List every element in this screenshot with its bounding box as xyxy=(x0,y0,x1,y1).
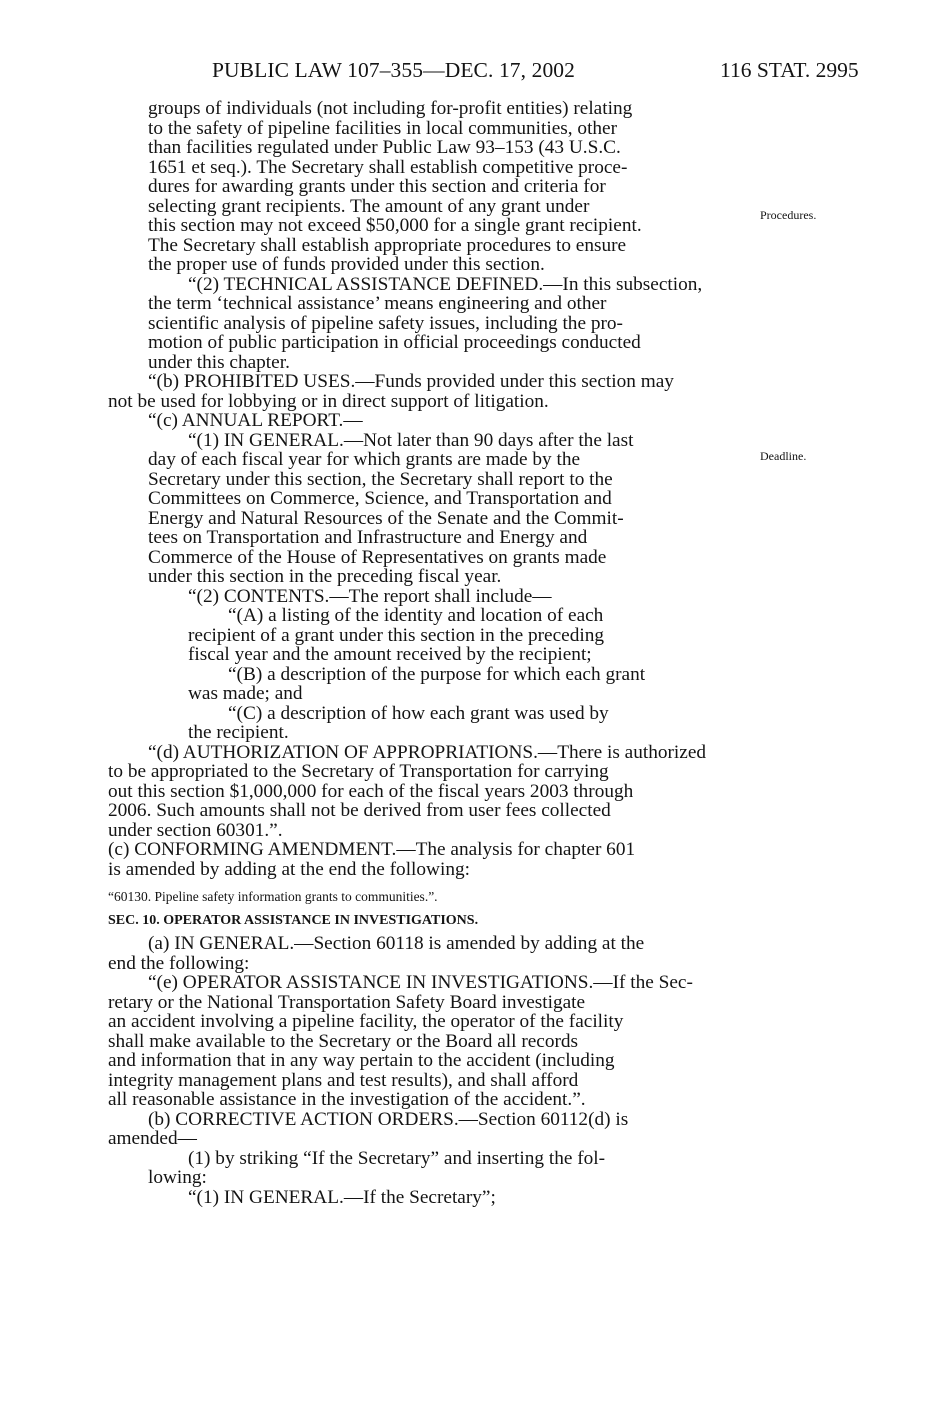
text-line: “(b) PROHIBITED USES.—Funds provided under this section may xyxy=(148,371,674,392)
text-line: (1) by striking “If the Secretary” and inserting the fol- xyxy=(188,1147,606,1169)
text-line: (a) IN GENERAL.—Section 60118 is amended by adding at the xyxy=(148,933,645,954)
text-line: and information that in any way pertain to the accident (including xyxy=(108,1050,615,1071)
text-line: the proper use of funds provided under this section. xyxy=(148,254,545,275)
text-line: (b) CORRECTIVE ACTION ORDERS.—Section 60112(d) is xyxy=(148,1108,629,1130)
text-line: “(2) CONTENTS.—The report shall include— xyxy=(188,585,552,607)
text-line: end the following: xyxy=(108,952,250,974)
section-heading: SEC. 10. OPERATOR ASSISTANCE IN INVESTIGATIONS. xyxy=(108,912,479,928)
text-line: retary or the National Transportation Safety Board investigate xyxy=(108,991,586,1013)
text-line: Energy and Natural Resources of the Senate and the Commit- xyxy=(148,507,624,529)
text-line: to be appropriated to the Secretary of Transportation for carrying xyxy=(108,761,609,782)
text-line: 2006. Such amounts shall not be derived from user fees collected xyxy=(108,800,611,821)
text-line: “(e) OPERATOR ASSISTANCE IN INVESTIGATIONS.—If the Sec- xyxy=(148,972,693,993)
text-line: lowing: xyxy=(148,1167,207,1188)
text-line: integrity management plans and test results), and shall afford xyxy=(108,1069,579,1091)
margin-note-deadline: Deadline. xyxy=(760,449,807,463)
header-stat-page: 116 STAT. 2995 xyxy=(720,58,859,82)
text-line: an accident involving a pipeline facility, the operator of the facility xyxy=(108,1011,624,1032)
text-line: fiscal year and the amount received by the recipient; xyxy=(188,644,592,665)
text-line: the recipient. xyxy=(188,722,289,743)
text-line: “(1) IN GENERAL.—Not later than 90 days after the last xyxy=(188,429,634,451)
text-line: “(1) IN GENERAL.—If the Secretary”; xyxy=(188,1186,496,1208)
text-line: “(c) ANNUAL REPORT.— xyxy=(148,410,363,431)
text-line: 1651 et seq.). The Secretary shall establish competitive proce- xyxy=(148,156,628,178)
text-line: under section 60301.”. xyxy=(108,819,283,841)
text-line: under this section in the preceding fiscal year. xyxy=(148,566,502,587)
page-header xyxy=(0,58,948,88)
text-line: Secretary under this section, the Secretary shall report to the xyxy=(148,468,613,490)
text-line: out this section $1,000,000 for each of the fiscal years 2003 through xyxy=(108,780,634,802)
text-line: Committees on Commerce, Science, and Transportation and xyxy=(148,488,612,509)
text-line: Commerce of the House of Representatives on grants made xyxy=(148,546,607,568)
margin-note-procedures: Procedures. xyxy=(760,208,817,222)
text-line: tees on Transportation and Infrastructure and Energy and xyxy=(148,527,588,548)
text-line: dures for awarding grants under this section and criteria for xyxy=(148,176,606,197)
text-line: shall make available to the Secretary or the Board all records xyxy=(108,1030,579,1052)
text-line: day of each fiscal year for which grants are made by the xyxy=(148,449,581,470)
body-text xyxy=(108,99,740,1207)
text-line: motion of public participation in official proceedings conducted xyxy=(148,332,641,353)
text-line: than facilities regulated under Public Law 93–153 (43 U.S.C. xyxy=(148,137,621,158)
text-line: under this chapter. xyxy=(148,351,290,373)
text-line: scientific analysis of pipeline safety issues, including the pro- xyxy=(148,312,623,334)
text-line: this section may not exceed $50,000 for a single grant recipient. xyxy=(148,215,642,236)
text-line: “(d) AUTHORIZATION OF APPROPRIATIONS.—There is authorized xyxy=(148,741,707,763)
text-line: is amended by adding at the end the following: xyxy=(108,858,470,880)
text-line: was made; and xyxy=(188,683,303,704)
text-line: groups of individuals (not including for-profit entities) relating xyxy=(148,98,633,119)
text-line: amended— xyxy=(108,1128,197,1149)
analysis-entry: “60130. Pipeline safety information grants to communities.”. xyxy=(108,889,438,904)
text-line: not be used for lobbying or in direct support of litigation. xyxy=(108,390,549,412)
text-line: “(A) a listing of the identity and location of each xyxy=(228,605,604,626)
text-line: recipient of a grant under this section in the preceding xyxy=(188,624,605,646)
text-line: (c) CONFORMING AMENDMENT.—The analysis for chapter 601 xyxy=(108,839,636,860)
text-line: to the safety of pipeline facilities in local communities, other xyxy=(148,117,618,139)
text-line: all reasonable assistance in the investigation of the accident.”. xyxy=(108,1089,586,1110)
text-line: “(2) TECHNICAL ASSISTANCE DEFINED.—In this subsection, xyxy=(188,273,703,295)
text-line: “(C) a description of how each grant was used by xyxy=(228,702,609,724)
text-line: the term ‘technical assistance’ means engineering and other xyxy=(148,293,607,314)
header-title: PUBLIC LAW 107–355—DEC. 17, 2002 xyxy=(212,58,575,82)
text-line: “(B) a description of the purpose for which each grant xyxy=(228,663,646,685)
text-line: The Secretary shall establish appropriate procedures to ensure xyxy=(148,234,627,256)
text-line: selecting grant recipients. The amount of any grant under xyxy=(148,195,590,217)
